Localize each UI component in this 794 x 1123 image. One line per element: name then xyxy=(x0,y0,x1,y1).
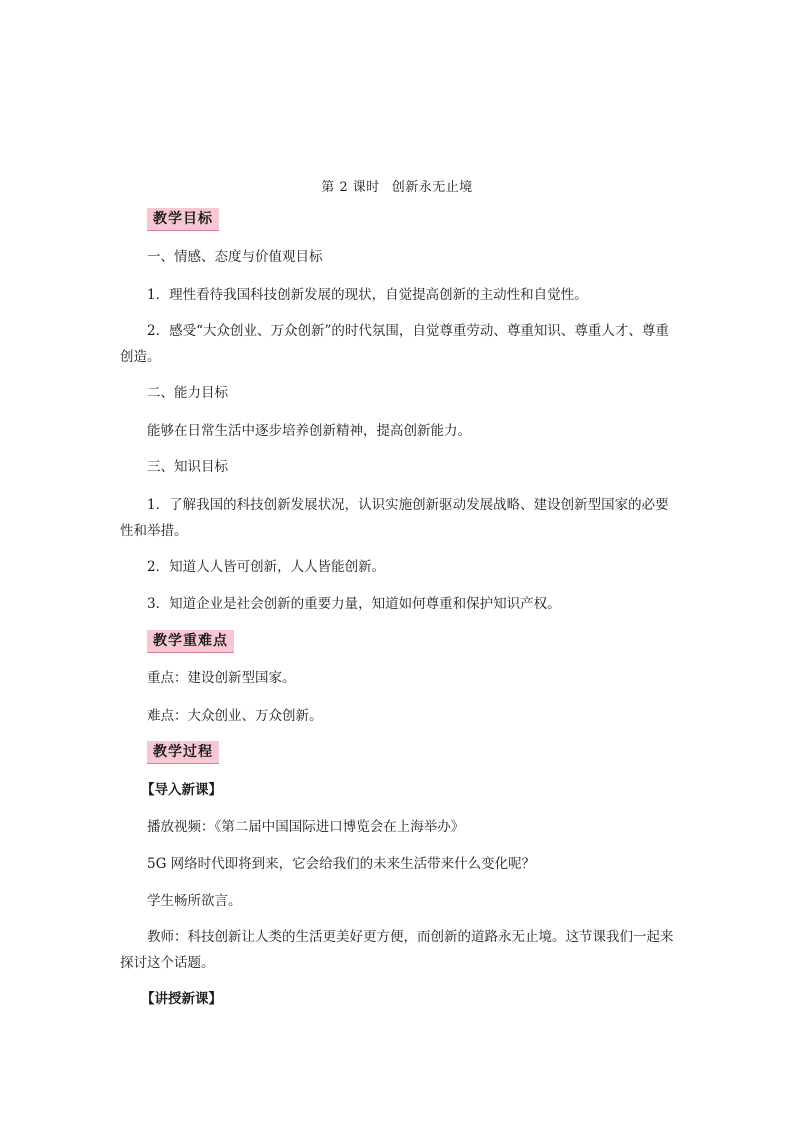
intro-students: 学生畅所欲言。 xyxy=(147,893,242,909)
lesson-number: 第 2 课时 xyxy=(321,180,380,195)
new-lesson-heading: 【讲授新课】 xyxy=(141,991,222,1007)
goal-heading-ability: 二、能力目标 xyxy=(147,385,228,401)
difficult-point: 难点：大众创业、万众创新。 xyxy=(147,708,323,724)
goal-heading-emotion: 一、情感、态度与价值观目标 xyxy=(147,249,323,265)
goal-item: 3．知道企业是社会创新的重要力量，知道如何尊重和保护知识产权。 xyxy=(147,596,561,612)
intro-question: 5G 网络时代即将到来，它会给我们的未来生活带来什么变化呢？ xyxy=(147,856,536,872)
section-heading-teaching-goals: 教学目标 xyxy=(147,208,219,231)
section-heading-key-difficult-points: 教学重难点 xyxy=(147,630,234,653)
key-point: 重点：建设创新型国家。 xyxy=(147,670,296,686)
goal-item: 能够在日常生活中逐步培养创新精神，提高创新能力。 xyxy=(147,423,471,439)
intro-heading: 【导入新课】 xyxy=(141,782,222,798)
page-title xyxy=(0,176,794,195)
goal-item: 2．感受“大众创业、万众创新”的时代氛围，自觉尊重劳动、尊重知识、尊重人才、尊重创造。 xyxy=(120,323,669,365)
intro-teacher: 教师：科技创新让人类的生活更美好更方便，而创新的道路永无止境。这节课我们一起来探讨这个话题。 xyxy=(120,929,674,971)
intro-video: 播放视频：《第二届中国国际进口博览会在上海举办》 xyxy=(147,819,465,835)
lesson-topic: 创新永无止境 xyxy=(391,180,473,195)
goal-heading-knowledge: 三、知识目标 xyxy=(147,459,228,475)
goal-item: 2．知道人人皆可创新，人人皆能创新。 xyxy=(147,559,386,575)
section-heading-teaching-process: 教学过程 xyxy=(147,741,219,764)
goal-item: 1．理性看待我国科技创新发展的现状，自觉提高创新的主动性和自觉性。 xyxy=(147,287,588,303)
goal-item: 1．了解我国的科技创新发展状况，认识实施创新驱动发展战略、建设创新型国家的必要性和举措。 xyxy=(120,497,669,539)
